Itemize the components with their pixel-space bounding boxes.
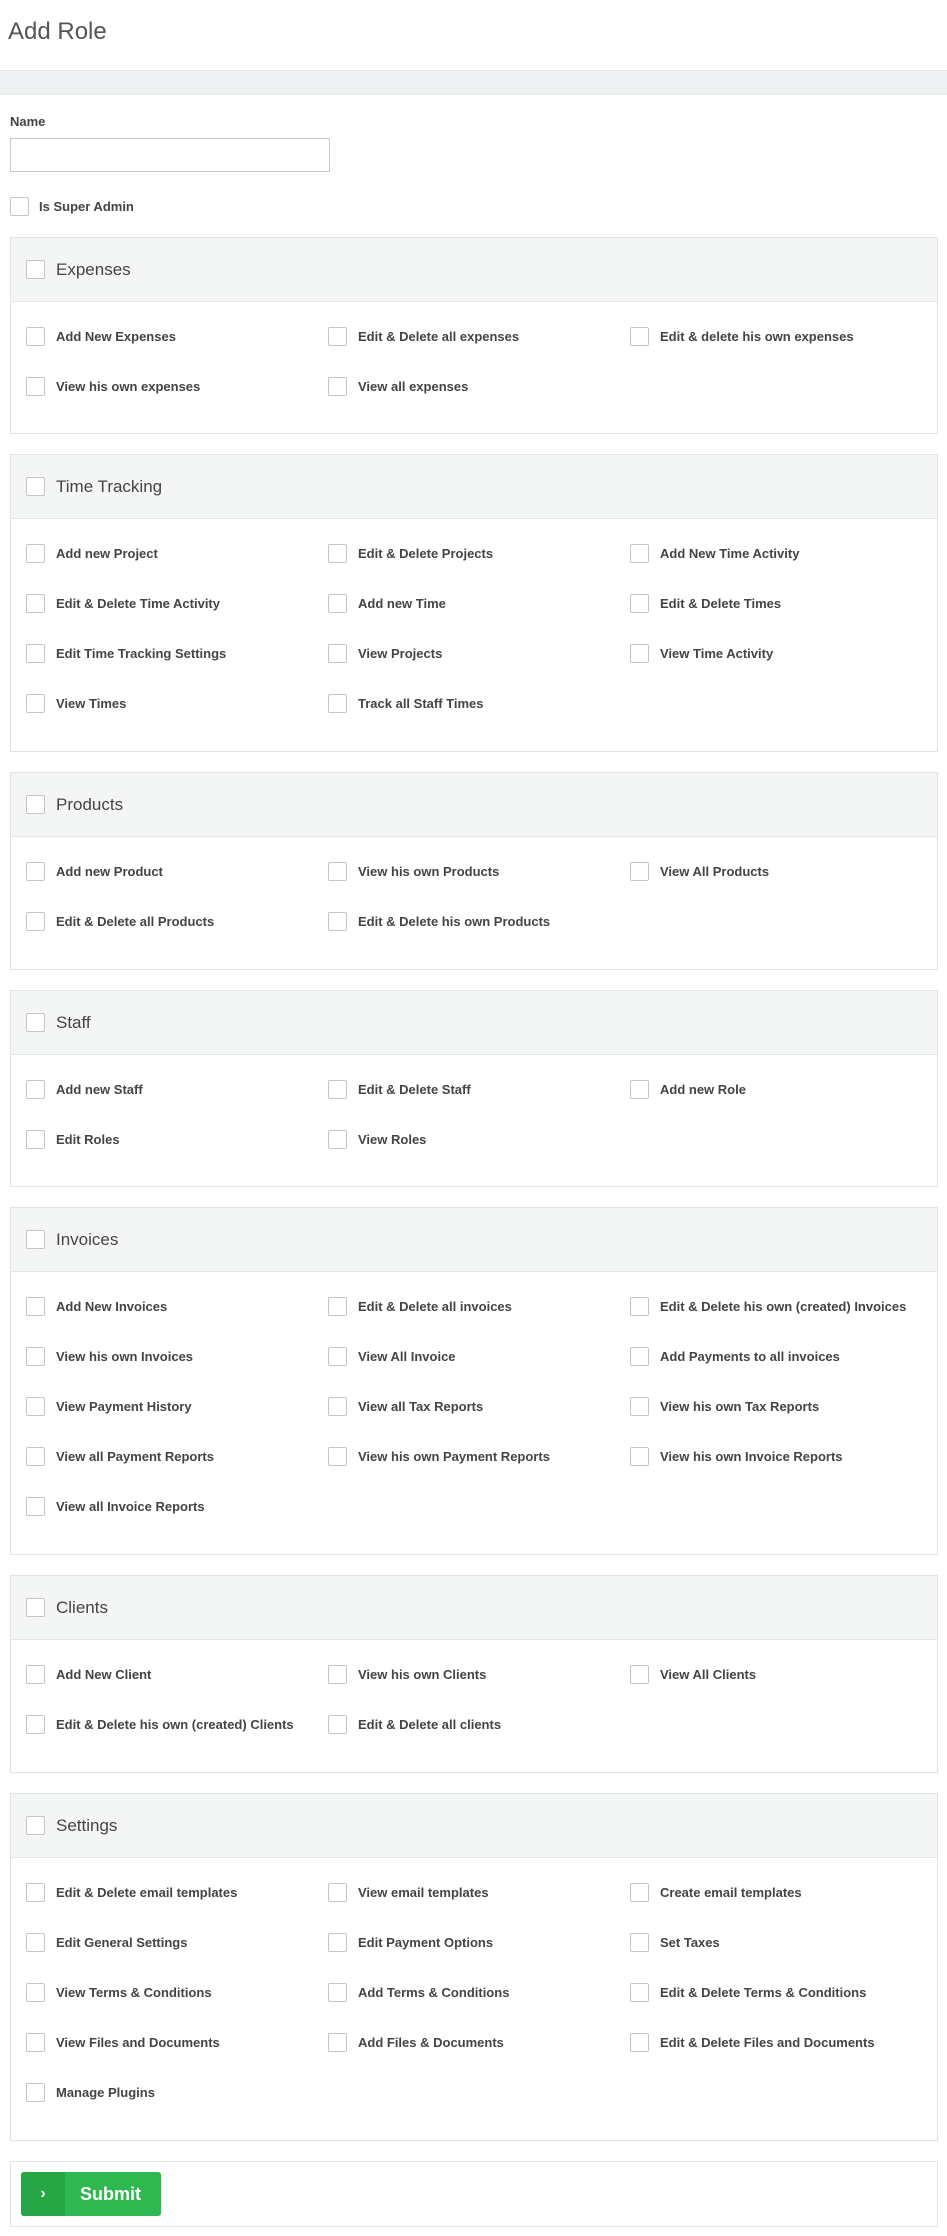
- permission-row: [11, 912, 937, 962]
- permission-checkbox-icon[interactable]: [26, 2033, 45, 2052]
- name-label: Name: [10, 114, 46, 129]
- permission-grid: [11, 302, 937, 437]
- permission-label: Edit Time Tracking Settings: [56, 646, 227, 661]
- permission-checkbox-icon[interactable]: [26, 912, 45, 931]
- permission-option[interactable]: [313, 377, 615, 396]
- permission-row: [11, 544, 937, 594]
- section-header[interactable]: [11, 1208, 937, 1272]
- permission-label: View Payment History: [56, 1399, 192, 1414]
- permission-checkbox-icon[interactable]: [630, 1933, 649, 1952]
- permission-option[interactable]: [11, 594, 313, 613]
- permission-checkbox-icon[interactable]: [328, 544, 347, 563]
- permission-option[interactable]: [11, 1983, 313, 2002]
- permission-label: Add new Staff: [56, 1082, 143, 1097]
- permission-label: Add New Invoices: [56, 1299, 168, 1314]
- section-header[interactable]: [11, 773, 937, 837]
- permission-option[interactable]: [313, 594, 615, 613]
- permission-label: View his own expenses: [56, 379, 201, 394]
- permission-label: Edit & Delete his own (created) Invoices: [660, 1299, 907, 1314]
- section-select-all-checkbox-icon[interactable]: [26, 1816, 45, 1835]
- permission-checkbox-icon[interactable]: [630, 2033, 649, 2052]
- permission-option[interactable]: [615, 327, 917, 346]
- permission-option[interactable]: [11, 1883, 313, 1902]
- permission-option[interactable]: [615, 1397, 917, 1416]
- permission-option[interactable]: [313, 644, 615, 663]
- permission-checkbox-icon[interactable]: [328, 1715, 347, 1734]
- permission-checkbox-icon[interactable]: [630, 594, 649, 613]
- permission-label: View all expenses: [358, 379, 469, 394]
- permission-label: Edit & Delete all invoices: [358, 1299, 512, 1314]
- permission-row: [11, 594, 937, 644]
- permission-checkbox-icon[interactable]: [26, 1397, 45, 1416]
- permission-checkbox-icon[interactable]: [328, 912, 347, 931]
- permission-option[interactable]: [313, 2033, 615, 2052]
- section-title: Products: [56, 794, 124, 814]
- section-select-all-checkbox-icon[interactable]: [26, 1598, 45, 1617]
- permission-option[interactable]: [615, 1983, 917, 2002]
- super-admin-label: Is Super Admin: [39, 199, 134, 214]
- section-select-all-checkbox-icon[interactable]: [26, 477, 45, 496]
- permission-checkbox-icon[interactable]: [26, 544, 45, 563]
- permission-label: Create email templates: [660, 1885, 802, 1900]
- permission-option[interactable]: [313, 1715, 615, 1734]
- section-invoices: [10, 1207, 938, 1555]
- permission-option[interactable]: [615, 1447, 917, 1466]
- section-expenses: [10, 237, 938, 434]
- permission-option[interactable]: [615, 862, 917, 881]
- permission-option[interactable]: [615, 644, 917, 663]
- section-header[interactable]: [11, 1576, 937, 1640]
- permission-checkbox-icon[interactable]: [328, 1080, 347, 1099]
- permission-checkbox-icon[interactable]: [26, 862, 45, 881]
- permission-row: [11, 1933, 937, 1983]
- section-select-all-checkbox-icon[interactable]: [26, 1013, 45, 1032]
- permission-row: [11, 1883, 937, 1933]
- permission-option[interactable]: [313, 862, 615, 881]
- permission-label: Edit & Delete his own Products: [358, 914, 551, 929]
- section-staff: [10, 990, 938, 1187]
- permission-option[interactable]: [11, 1497, 313, 1516]
- permission-checkbox-icon[interactable]: [630, 544, 649, 563]
- permission-checkbox-icon[interactable]: [328, 1297, 347, 1316]
- permission-label: View Files and Documents: [56, 2035, 220, 2050]
- permission-checkbox-icon[interactable]: [630, 862, 649, 881]
- permission-option[interactable]: [615, 594, 917, 613]
- permission-checkbox-icon[interactable]: [328, 1447, 347, 1466]
- permission-label: View all Invoice Reports: [56, 1499, 205, 1514]
- permission-option[interactable]: [615, 1665, 917, 1684]
- permission-checkbox-icon[interactable]: [630, 1297, 649, 1316]
- permission-option[interactable]: [313, 1397, 615, 1416]
- section-header[interactable]: [11, 1794, 937, 1858]
- permission-option[interactable]: [11, 2033, 313, 2052]
- permission-option[interactable]: [313, 1665, 615, 1684]
- permission-checkbox-icon[interactable]: [630, 1883, 649, 1902]
- permission-checkbox-icon[interactable]: [328, 1130, 347, 1149]
- permission-grid: [11, 519, 937, 754]
- permission-option[interactable]: [11, 644, 313, 663]
- permission-row: [11, 694, 937, 744]
- permission-checkbox-icon[interactable]: [328, 1883, 347, 1902]
- permission-option[interactable]: [11, 694, 313, 713]
- permission-row: [11, 1983, 937, 2033]
- permission-label: Edit & Delete Time Activity: [56, 596, 220, 611]
- permission-option[interactable]: [313, 1297, 615, 1316]
- permission-checkbox-icon[interactable]: [26, 694, 45, 713]
- section-clients: [10, 1575, 938, 1773]
- permission-label: Edit & Delete all clients: [358, 1717, 502, 1732]
- section-header[interactable]: [11, 455, 937, 519]
- permission-label: View All Invoice: [358, 1349, 456, 1364]
- section-header[interactable]: [11, 991, 937, 1055]
- section-title: Settings: [56, 1815, 118, 1835]
- permission-checkbox-icon[interactable]: [26, 2083, 45, 2102]
- permission-label: Edit & Delete Times: [660, 596, 782, 611]
- permission-option[interactable]: [11, 1715, 313, 1734]
- permission-label: View Times: [56, 696, 127, 711]
- permission-checkbox-icon[interactable]: [630, 1397, 649, 1416]
- permission-checkbox-icon[interactable]: [630, 1447, 649, 1466]
- permission-label: Manage Plugins: [56, 2085, 155, 2100]
- permission-label: View Time Activity: [660, 646, 774, 661]
- permission-row: [11, 1665, 937, 1715]
- permission-row: [11, 862, 937, 912]
- permission-label: View his own Products: [358, 864, 500, 879]
- permission-checkbox-icon[interactable]: [328, 1665, 347, 1684]
- permission-option[interactable]: [313, 1447, 615, 1466]
- permission-option[interactable]: [615, 1080, 917, 1099]
- permission-option[interactable]: [11, 544, 313, 563]
- permission-option[interactable]: [313, 1130, 615, 1149]
- permission-checkbox-icon[interactable]: [26, 1347, 45, 1366]
- permission-label: Set Taxes: [660, 1935, 720, 1950]
- section-select-all-checkbox-icon[interactable]: [26, 1230, 45, 1249]
- permission-grid: [11, 1055, 937, 1190]
- permission-option[interactable]: [11, 1397, 313, 1416]
- permission-checkbox-icon[interactable]: [630, 1983, 649, 2002]
- permission-label: Edit & Delete Projects: [358, 546, 494, 561]
- permission-row: [11, 1397, 937, 1447]
- permission-option[interactable]: [615, 1347, 917, 1366]
- permission-checkbox-icon[interactable]: [328, 1933, 347, 1952]
- permission-label: View his own Clients: [358, 1667, 487, 1682]
- form-actions: [10, 2161, 938, 2227]
- permission-option[interactable]: [11, 1447, 313, 1466]
- permission-option[interactable]: [11, 862, 313, 881]
- section-products: [10, 772, 938, 970]
- toolbar-strip: [0, 70, 947, 95]
- permission-option[interactable]: [615, 1933, 917, 1952]
- page-title: Add Role: [8, 18, 107, 45]
- permission-row: [11, 377, 937, 427]
- permission-row: [11, 1080, 937, 1130]
- permission-label: View All Clients: [660, 1667, 757, 1682]
- permission-option[interactable]: [615, 2033, 917, 2052]
- permission-label: View all Payment Reports: [56, 1449, 214, 1464]
- permission-checkbox-icon[interactable]: [328, 862, 347, 881]
- permission-checkbox-icon[interactable]: [630, 327, 649, 346]
- permission-checkbox-icon[interactable]: [328, 1983, 347, 2002]
- permission-option[interactable]: [615, 544, 917, 563]
- super-admin-checkbox-icon[interactable]: [10, 197, 29, 216]
- submit-button[interactable]: [21, 2172, 161, 2216]
- permission-label: Edit & Delete Files and Documents: [660, 2035, 875, 2050]
- permission-label: Add Payments to all invoices: [660, 1349, 840, 1364]
- permission-label: View his own Tax Reports: [660, 1399, 820, 1414]
- super-admin-option[interactable]: [10, 197, 134, 216]
- permission-row: [11, 327, 937, 377]
- permission-checkbox-icon[interactable]: [26, 1297, 45, 1316]
- permission-label: Edit & delete his own expenses: [660, 329, 854, 344]
- permission-label: Track all Staff Times: [358, 696, 484, 711]
- permission-checkbox-icon[interactable]: [328, 327, 347, 346]
- permission-label: Add new Time: [358, 596, 446, 611]
- permission-checkbox-icon[interactable]: [26, 1080, 45, 1099]
- permission-checkbox-icon[interactable]: [328, 1397, 347, 1416]
- permission-label: Add new Project: [56, 546, 158, 561]
- section-select-all-checkbox-icon[interactable]: [26, 260, 45, 279]
- permission-option[interactable]: [313, 912, 615, 931]
- permission-label: Edit & Delete all Products: [56, 914, 215, 929]
- permission-label: Add Terms & Conditions: [358, 1985, 510, 2000]
- permission-checkbox-icon[interactable]: [26, 1983, 45, 2002]
- section-title: Staff: [56, 1012, 91, 1032]
- permission-checkbox-icon[interactable]: [26, 1130, 45, 1149]
- permission-option[interactable]: [11, 1347, 313, 1366]
- section-header[interactable]: [11, 238, 937, 302]
- permission-row: [11, 1130, 937, 1180]
- permission-label: View Projects: [358, 646, 443, 661]
- permission-label: Edit Roles: [56, 1132, 120, 1147]
- permission-option[interactable]: [11, 912, 313, 931]
- permission-checkbox-icon[interactable]: [328, 644, 347, 663]
- permission-option[interactable]: [11, 1297, 313, 1316]
- permission-checkbox-icon[interactable]: [26, 1447, 45, 1466]
- permission-label: Edit & Delete all expenses: [358, 329, 520, 344]
- permission-option[interactable]: [11, 377, 313, 396]
- permission-label: View his own Invoice Reports: [660, 1449, 843, 1464]
- permission-option[interactable]: [11, 1665, 313, 1684]
- permission-option[interactable]: [11, 1080, 313, 1099]
- permission-option[interactable]: [11, 1130, 313, 1149]
- permission-row: [11, 2033, 937, 2083]
- chevron-right-icon: ›: [21, 2172, 65, 2216]
- permission-option[interactable]: [11, 2083, 313, 2102]
- permission-grid: [11, 1272, 937, 1557]
- permission-checkbox-icon[interactable]: [328, 377, 347, 396]
- name-input[interactable]: [10, 138, 330, 172]
- permission-label: View Roles: [358, 1132, 427, 1147]
- permission-label: Edit & Delete his own (created) Clients: [56, 1717, 294, 1732]
- permission-label: Add New Expenses: [56, 329, 176, 344]
- permission-label: Add New Time Activity: [660, 546, 800, 561]
- permission-grid: [11, 1640, 937, 1775]
- permission-grid: [11, 1858, 937, 2143]
- permission-option[interactable]: [313, 1883, 615, 1902]
- permission-checkbox-icon[interactable]: [630, 1347, 649, 1366]
- permission-grid: [11, 837, 937, 972]
- permission-row: [11, 1297, 937, 1347]
- section-select-all-checkbox-icon[interactable]: [26, 795, 45, 814]
- permission-option[interactable]: [615, 1883, 917, 1902]
- permission-checkbox-icon[interactable]: [26, 1715, 45, 1734]
- permission-checkbox-icon[interactable]: [630, 644, 649, 663]
- permission-option[interactable]: [313, 1983, 615, 2002]
- permission-label: Edit & Delete Staff: [358, 1082, 471, 1097]
- permission-checkbox-icon[interactable]: [26, 377, 45, 396]
- permission-option[interactable]: [313, 694, 615, 713]
- permission-option[interactable]: [313, 1080, 615, 1099]
- permission-label: Edit & Delete Terms & Conditions: [660, 1985, 867, 2000]
- permission-label: Add new Product: [56, 864, 163, 879]
- permission-option[interactable]: [615, 1297, 917, 1316]
- permission-label: Add New Client: [56, 1667, 152, 1682]
- permission-checkbox-icon[interactable]: [26, 1933, 45, 1952]
- permission-checkbox-icon[interactable]: [328, 2033, 347, 2052]
- permission-checkbox-icon[interactable]: [630, 1665, 649, 1684]
- permission-label: Edit & Delete email templates: [56, 1885, 238, 1900]
- permission-checkbox-icon[interactable]: [328, 594, 347, 613]
- permission-label: Add Files & Documents: [358, 2035, 504, 2050]
- permission-row: [11, 1447, 937, 1497]
- submit-button-label: Submit: [80, 2183, 141, 2204]
- permission-checkbox-icon[interactable]: [26, 327, 45, 346]
- permission-label: View his own Payment Reports: [358, 1449, 550, 1464]
- permission-row: [11, 1715, 937, 1765]
- permission-checkbox-icon[interactable]: [328, 1347, 347, 1366]
- permission-option[interactable]: [11, 327, 313, 346]
- permission-checkbox-icon[interactable]: [328, 694, 347, 713]
- section-title: Invoices: [56, 1229, 119, 1249]
- permission-label: View email templates: [358, 1885, 489, 1900]
- permission-label: Add new Role: [660, 1082, 746, 1097]
- permission-checkbox-icon[interactable]: [26, 1497, 45, 1516]
- permission-row: [11, 1347, 937, 1397]
- section-time-tracking: [10, 454, 938, 752]
- section-settings: [10, 1793, 938, 2141]
- permission-checkbox-icon[interactable]: [26, 594, 45, 613]
- permission-option[interactable]: [11, 1933, 313, 1952]
- permission-checkbox-icon[interactable]: [26, 644, 45, 663]
- permission-option[interactable]: [313, 544, 615, 563]
- permission-row: [11, 1497, 937, 1547]
- permission-option[interactable]: [313, 327, 615, 346]
- permission-label: View his own Invoices: [56, 1349, 194, 1364]
- permission-row: [11, 644, 937, 694]
- permission-option[interactable]: [313, 1933, 615, 1952]
- permission-label: View All Products: [660, 864, 770, 879]
- permission-checkbox-icon[interactable]: [630, 1080, 649, 1099]
- permission-label: View Terms & Conditions: [56, 1985, 212, 2000]
- section-title: Clients: [56, 1597, 108, 1617]
- permission-checkbox-icon[interactable]: [26, 1665, 45, 1684]
- permission-label: View all Tax Reports: [358, 1399, 484, 1414]
- permission-label: Edit General Settings: [56, 1935, 188, 1950]
- permission-option[interactable]: [313, 1347, 615, 1366]
- permission-checkbox-icon[interactable]: [26, 1883, 45, 1902]
- permission-row: [11, 2083, 937, 2133]
- permission-label: Edit Payment Options: [358, 1935, 494, 1950]
- section-title: Expenses: [56, 259, 131, 279]
- section-title: Time Tracking: [56, 476, 163, 496]
